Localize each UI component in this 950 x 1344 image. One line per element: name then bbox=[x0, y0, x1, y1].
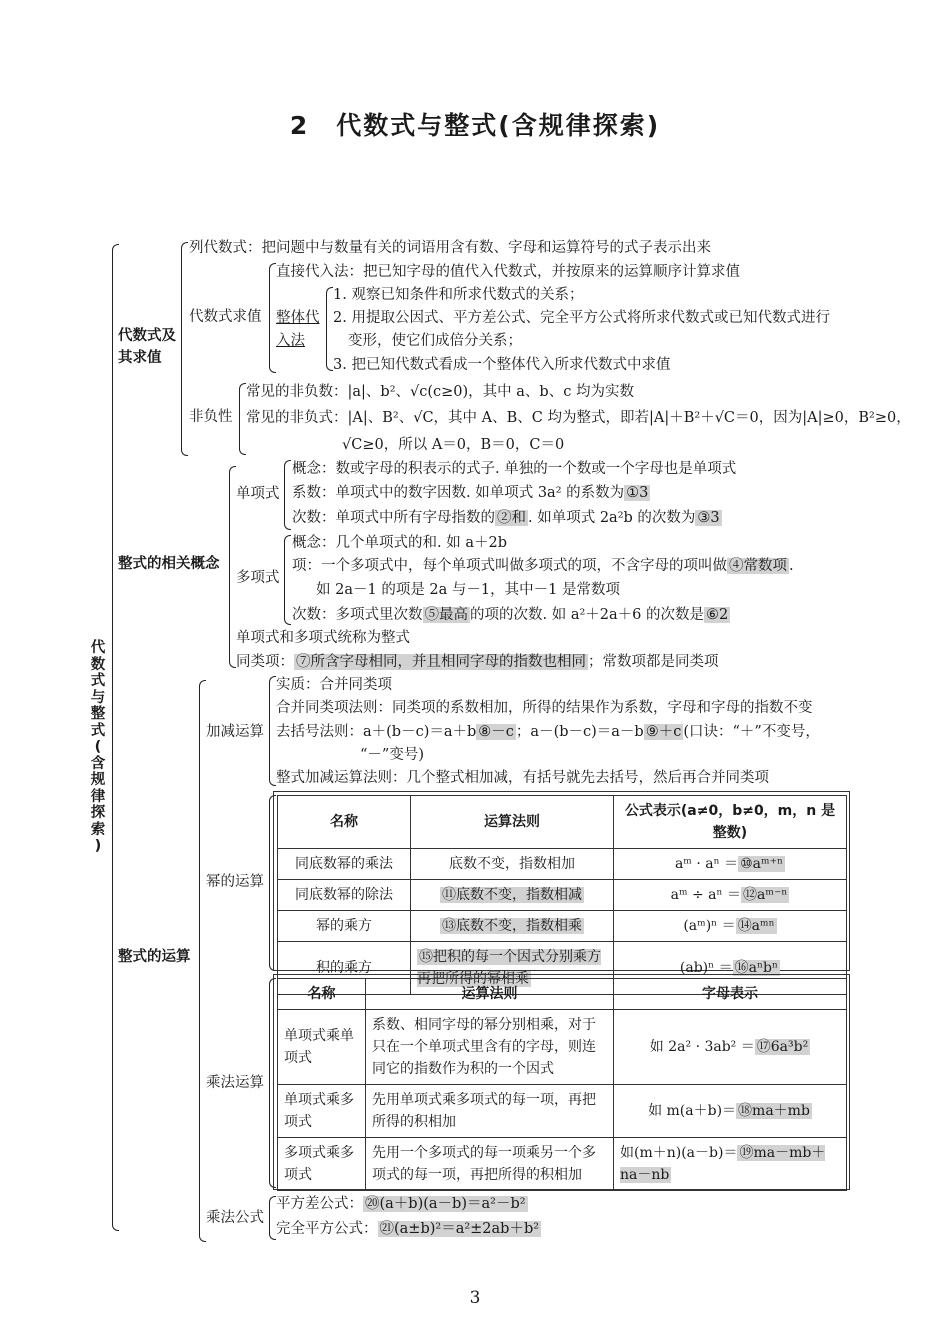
table-header-row bbox=[278, 979, 847, 1010]
section2-brace bbox=[229, 466, 236, 668]
dx-term-text: 项：一个多项式中，每个单项式叫做多项式的项，不含字母的项叫做 bbox=[292, 558, 727, 574]
answer-12: ⑫aᵐ⁻ⁿ bbox=[743, 887, 788, 903]
qiuzhi-label: 代数式求值 bbox=[189, 309, 262, 325]
col-header: 名称 bbox=[278, 796, 411, 849]
cell-name: 幂的乘方 bbox=[278, 911, 411, 942]
cell-name: 同底数幂的乘法 bbox=[278, 849, 411, 880]
feifu-brace bbox=[239, 383, 246, 455]
feifu-1: 常见的非负数：|a|、b²、√c(c≥0)，其中 a、b、c 均为实数 bbox=[246, 384, 634, 400]
duoxiangshi-brace bbox=[284, 535, 291, 625]
answer-17: ⑰6a³b² bbox=[756, 1039, 809, 1055]
dxs-coef-text: 系数：单项式中的数字因数. 如单项式 3a² 的系数为 bbox=[292, 485, 625, 501]
dxs-degree bbox=[292, 508, 722, 528]
cell-rule: 系数、相同字母的幂分别相乘，对于只在一个单项式里含有的字母，则连同它的指数作为积的一个因式 bbox=[366, 1010, 614, 1085]
side-label bbox=[88, 640, 108, 855]
feifu-2b: √C≥0，所以 A＝0，B＝0，C＝0 bbox=[342, 437, 565, 453]
jj-bracket-text: 去括号法则：a＋(b－c)＝a＋b bbox=[276, 724, 477, 740]
answer-7: ⑦所含字母相同，并且相同字母的指数也相同 bbox=[296, 654, 586, 670]
answer-10: ⑩aᵐ⁺ⁿ bbox=[740, 856, 784, 872]
cell-rule: 先用单项式乘多项式的每一项，再把所得的积相加 bbox=[366, 1085, 614, 1138]
jj-bracket-text-3: (口诀：“＋”不变号， bbox=[683, 724, 820, 740]
zhengti-step-1: 1. 观察已知条件和所求代数式的关系； bbox=[333, 287, 584, 303]
answer-3: ③3 bbox=[697, 510, 720, 526]
jj-essence: 实质：合并同类项 bbox=[276, 677, 392, 693]
cell-name: 多项式乘多项式 bbox=[278, 1138, 366, 1191]
cell-formula bbox=[614, 911, 847, 942]
formula-text: 如 2a² · 3ab² ＝ bbox=[649, 1039, 755, 1055]
side-char: 与 bbox=[90, 689, 106, 706]
side-char: 索 bbox=[90, 821, 106, 838]
jj-sum-rule: 整式加减运算法则：几个整式相加减，有括号就先去括号，然后再合并同类项 bbox=[276, 770, 769, 786]
mi-table bbox=[277, 795, 847, 995]
dx-degree-text: 次数：多项式里次数 bbox=[292, 607, 423, 623]
side-char: 代 bbox=[90, 640, 106, 656]
side-char: 律 bbox=[90, 788, 106, 805]
qiuzhi-brace bbox=[269, 263, 276, 373]
table-header-row bbox=[278, 796, 847, 849]
answer-5: ⑤最高 bbox=[424, 607, 468, 623]
zhijie-daiiru: 直接代入法：把已知字母的值代入代数式，并按原来的运算顺序计算求值 bbox=[276, 264, 740, 280]
cell-formula bbox=[614, 1010, 847, 1085]
dx-term-example: 如 2a－1 的项是 2a 与－1，其中－1 是常数项 bbox=[316, 582, 620, 598]
cell-name: 单项式乘多项式 bbox=[278, 1085, 366, 1138]
col-header: 字母表示 bbox=[614, 979, 847, 1010]
col-header: 名称 bbox=[278, 979, 366, 1010]
zhengti-brace bbox=[326, 287, 333, 371]
answer-9: ⑨＋c bbox=[645, 724, 682, 740]
page-number: 3 bbox=[469, 1288, 481, 1308]
zhengshi-def: 单项式和多项式统称为整式 bbox=[236, 630, 410, 646]
formula-text: 如 m(a＋b)＝ bbox=[648, 1103, 737, 1119]
table-row bbox=[278, 911, 847, 942]
page-title: 2 代数式与整式(含规律探索) bbox=[289, 111, 661, 140]
cfgs-label: 乘法公式 bbox=[206, 1210, 264, 1226]
formula-text: (ab)ⁿ ＝ bbox=[679, 960, 733, 976]
col-header: 运算法则 bbox=[411, 796, 614, 849]
zhengti-step-3: 3. 把已知代数式看成一个整体代入所求代数式中求值 bbox=[333, 357, 671, 373]
cell-formula bbox=[614, 1085, 847, 1138]
tongleixiang bbox=[236, 652, 719, 672]
danxiangshi-label: 单项式 bbox=[236, 486, 280, 502]
tlx-post: ；常数项都是同类项 bbox=[588, 654, 719, 670]
cf-table bbox=[277, 978, 847, 1191]
answer-21: ㉑(a±b)²＝a²±2ab＋b² bbox=[379, 1221, 540, 1237]
dx-degree bbox=[292, 605, 730, 625]
side-char: ( bbox=[94, 739, 102, 755]
section3-brace bbox=[199, 680, 206, 1242]
answer-16: ⑯aⁿbⁿ bbox=[734, 960, 779, 976]
cell-formula bbox=[614, 849, 847, 880]
dxs-degree-text-2: . 如单项式 2a²b 的次数为 bbox=[528, 510, 696, 526]
formula-text: 如(m＋n)(a－b)＝ bbox=[620, 1145, 738, 1161]
formula-text: aᵐ ÷ aⁿ ＝ bbox=[670, 887, 742, 903]
cell-name: 同底数幂的除法 bbox=[278, 880, 411, 911]
wanquanpingfang bbox=[276, 1219, 541, 1239]
formula-text: (aᵐ)ⁿ ＝ bbox=[683, 918, 736, 934]
pingfangcha bbox=[276, 1194, 528, 1214]
wq-text: 完全平方公式： bbox=[276, 1221, 378, 1237]
zhengti-step-2b: 变形，使它们成倍分关系； bbox=[348, 333, 522, 349]
table-row bbox=[278, 1138, 847, 1191]
dx-concept: 概念：几个单项式的和. 如 a＋2b bbox=[292, 535, 507, 551]
answer-1: ①3 bbox=[626, 485, 649, 501]
cell-name: 积的乘方 bbox=[278, 942, 411, 995]
dx-term bbox=[292, 556, 794, 576]
col-header: 公式表示(a≠0，b≠0，m，n 是整数) bbox=[614, 796, 847, 849]
tlx-text: 同类项： bbox=[236, 654, 294, 670]
answer-8: ⑧－c bbox=[478, 724, 514, 740]
dx-term-post: . bbox=[789, 558, 794, 574]
table-row bbox=[278, 1085, 847, 1138]
answer-20: ⑳(a＋b)(a－b)＝a²－b² bbox=[365, 1196, 526, 1212]
answer-2: ②和 bbox=[497, 510, 526, 526]
formula-text: aᵐ · aⁿ ＝ bbox=[674, 856, 739, 872]
section1-title-2: 其求值 bbox=[118, 350, 162, 366]
cell-rule: 底数不变，指数相加 bbox=[411, 849, 614, 880]
cell-rule: 先用一个多项式的每一项乘另一个多项式的每一项，再把所得的积相加 bbox=[366, 1138, 614, 1191]
section3-title: 整式的运算 bbox=[118, 949, 191, 965]
section1-brace bbox=[181, 242, 188, 456]
feifu-label: 非负性 bbox=[189, 409, 233, 425]
answer-11: ⑪底数不变，指数相减 bbox=[442, 887, 582, 903]
answer-6: ⑥2 bbox=[706, 607, 729, 623]
zhengti-label-1: 整体代 bbox=[276, 310, 320, 326]
feifu-2a: 常见的非负式：|A|、B²、√C，其中 A、B、C 均为整式，即若|A|＋B²＋√C＝0，因为|A|≥0，B²≥0， bbox=[246, 410, 911, 426]
jj-bracket-rule bbox=[276, 722, 820, 742]
liedaishushi: 列代数式：把问题中与数量有关的词语用含有数、字母和运算符号的式子表示出来 bbox=[189, 240, 711, 256]
answer-14: ⑭aᵐⁿ bbox=[737, 918, 775, 934]
jiajian-label: 加减运算 bbox=[206, 724, 264, 740]
side-char: ) bbox=[94, 838, 102, 854]
cell-rule bbox=[411, 911, 614, 942]
main-brace bbox=[112, 244, 119, 1231]
jj-combine-rule: 合并同类项法则：同类项的系数相加，所得的结果作为系数，字母和字母的指数不变 bbox=[276, 700, 813, 716]
side-char: 式 bbox=[90, 673, 106, 689]
section1-title-1: 代数式及 bbox=[118, 328, 176, 344]
dxs-coef bbox=[292, 483, 650, 503]
section2-title: 整式的相关概念 bbox=[118, 556, 220, 572]
cfgs-brace bbox=[269, 1196, 276, 1240]
danxiangshi-brace bbox=[284, 460, 291, 530]
table-row bbox=[278, 849, 847, 880]
table-row bbox=[278, 1010, 847, 1085]
cell-name: 单项式乘单项式 bbox=[278, 1010, 366, 1085]
answer-18: ⑱ma＋mb bbox=[738, 1103, 810, 1119]
side-char: 规 bbox=[90, 772, 106, 788]
answer-15: ⑮把积的每一个因式分别乘方再把所得的幂相乘 bbox=[417, 949, 601, 987]
dx-degree-text-2: 的项的次数. 如 a²＋2a＋6 的次数是 bbox=[470, 607, 704, 623]
jiajian-brace bbox=[269, 676, 276, 786]
answer-4: ④常数项 bbox=[729, 558, 787, 574]
jj-bracket-rule-b: “－”变号) bbox=[360, 747, 424, 763]
cell-formula bbox=[614, 1138, 847, 1191]
side-char: 整 bbox=[90, 706, 106, 722]
side-char: 式 bbox=[90, 722, 106, 739]
table-row bbox=[278, 880, 847, 911]
chengfa-label: 乘法运算 bbox=[206, 1075, 264, 1091]
answer-13: ⑬底数不变，指数相乘 bbox=[442, 918, 582, 934]
mi-label: 幂的运算 bbox=[206, 874, 264, 890]
dxs-degree-text: 次数：单项式中所有字母指数的 bbox=[292, 510, 495, 526]
col-header: 运算法则 bbox=[366, 979, 614, 1010]
zhengti-step-2a: 2. 用提取公因式、平方差公式、完全平方公式将所求代数式或已知代数式进行 bbox=[333, 310, 830, 326]
pfc-text: 平方差公式： bbox=[276, 1196, 363, 1212]
duoxiangshi-label: 多项式 bbox=[236, 570, 280, 586]
side-char: 含 bbox=[90, 755, 106, 772]
cell-rule bbox=[411, 880, 614, 911]
zhengti-label-2: 入法 bbox=[276, 333, 305, 349]
jj-bracket-text-2: ；a－(b－c)＝a－b bbox=[515, 724, 644, 740]
side-char: 探 bbox=[90, 805, 106, 821]
answer-19: ⑲ma－mb＋na－nb bbox=[620, 1145, 826, 1183]
dxs-concept: 概念：数或字母的积表示的式子. 单独的一个数或一个字母也是单项式 bbox=[292, 461, 737, 477]
side-char: 数 bbox=[90, 656, 106, 673]
cell-formula bbox=[614, 880, 847, 911]
